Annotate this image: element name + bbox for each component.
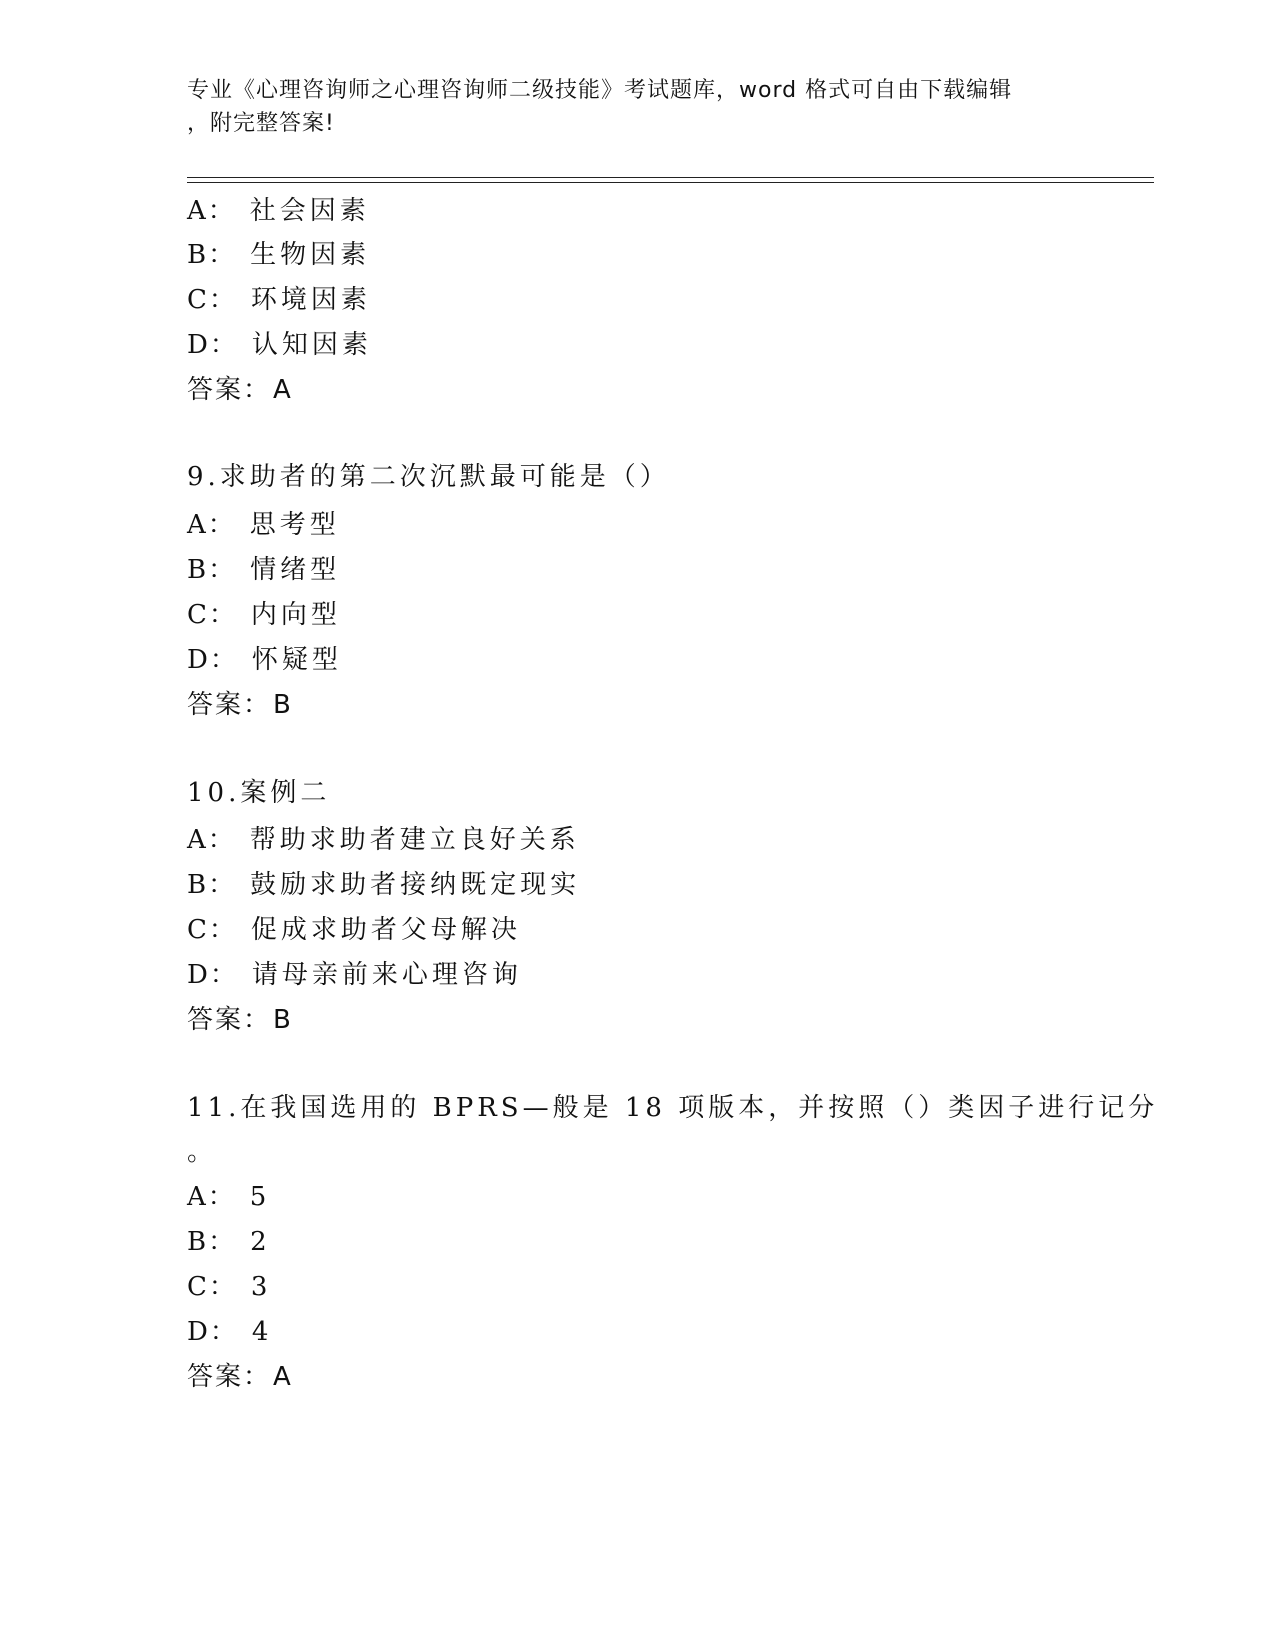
option-label: D： [187, 1317, 238, 1347]
option-b [187, 240, 370, 270]
answer-value: B [273, 1005, 293, 1035]
option-text: 帮助求助者建立良好关系 [249, 825, 580, 855]
question-text: 11.在我国选用的 BPRS—般是 18 项版本，并按照（）类因子进行记分 [187, 1093, 1159, 1123]
option-text: 鼓励求助者接纳既定现实 [250, 870, 581, 900]
option-text: 5 [249, 1182, 271, 1212]
option-text: 内向型 [250, 600, 341, 630]
answer-line [187, 1362, 293, 1392]
option-label: D： [187, 645, 238, 675]
header-rule-bottom [187, 182, 1154, 183]
option-c [187, 915, 521, 945]
option-d [187, 330, 372, 360]
option-label: B： [187, 870, 237, 900]
option-d [187, 960, 522, 990]
option-d [187, 645, 342, 675]
answer-line [187, 1005, 293, 1035]
option-label: A： [187, 510, 236, 540]
option-c [187, 285, 371, 315]
option-a [187, 1182, 270, 1212]
answer-value: A [273, 375, 293, 405]
answer-label: 答案： [187, 1005, 272, 1035]
answer-line [187, 690, 293, 720]
option-text: 情绪型 [250, 555, 341, 585]
answer-label: 答案： [187, 1362, 272, 1392]
option-b [187, 870, 580, 900]
option-label: A： [187, 1182, 236, 1212]
header-line-2: ，附完整答案! [187, 111, 335, 136]
option-text: 怀疑型 [251, 645, 342, 675]
option-label: C： [187, 600, 237, 630]
option-text: 促成求助者父母解决 [250, 915, 521, 945]
option-label: C： [187, 915, 237, 945]
option-a [187, 196, 370, 226]
option-label: A： [187, 825, 236, 855]
answer-label: 答案： [187, 690, 272, 720]
option-text: 请母亲前来心理咨询 [251, 960, 522, 990]
option-c [187, 600, 341, 630]
option-b [187, 555, 340, 585]
header-line-1: 专业《心理咨询师之心理咨询师二级技能》考试题库，word 格式可自由下载编辑 [187, 78, 1013, 103]
answer-label: 答案： [187, 375, 272, 405]
header-rule-top [187, 177, 1154, 178]
option-text: 2 [250, 1227, 271, 1257]
option-label: D： [187, 330, 238, 360]
option-text: 思考型 [249, 510, 340, 540]
option-text: 3 [250, 1272, 272, 1302]
option-label: B： [187, 555, 237, 585]
option-label: A： [187, 196, 236, 226]
document-header [187, 74, 1067, 140]
option-b [187, 1227, 271, 1257]
question-text: 10.案例二 [187, 778, 331, 808]
answer-value: B [273, 690, 293, 720]
option-label: D： [187, 960, 238, 990]
option-text: 社会因素 [249, 196, 370, 226]
option-label: B： [187, 1227, 237, 1257]
answer-value: A [273, 1362, 293, 1392]
option-c [187, 1272, 271, 1302]
option-d [187, 1317, 272, 1347]
option-text: 认知因素 [251, 330, 372, 360]
option-text: 生物因素 [250, 240, 371, 270]
question-text-continued: 。 [187, 1137, 218, 1167]
option-a [187, 825, 580, 855]
question-text: 9.求助者的第二次沉默最可能是（） [187, 462, 670, 492]
answer-line [187, 375, 293, 405]
option-label: C： [187, 285, 237, 315]
option-text: 环境因素 [250, 285, 371, 315]
option-a [187, 510, 340, 540]
option-text: 4 [251, 1317, 273, 1347]
option-label: B： [187, 240, 237, 270]
option-label: C： [187, 1272, 237, 1302]
